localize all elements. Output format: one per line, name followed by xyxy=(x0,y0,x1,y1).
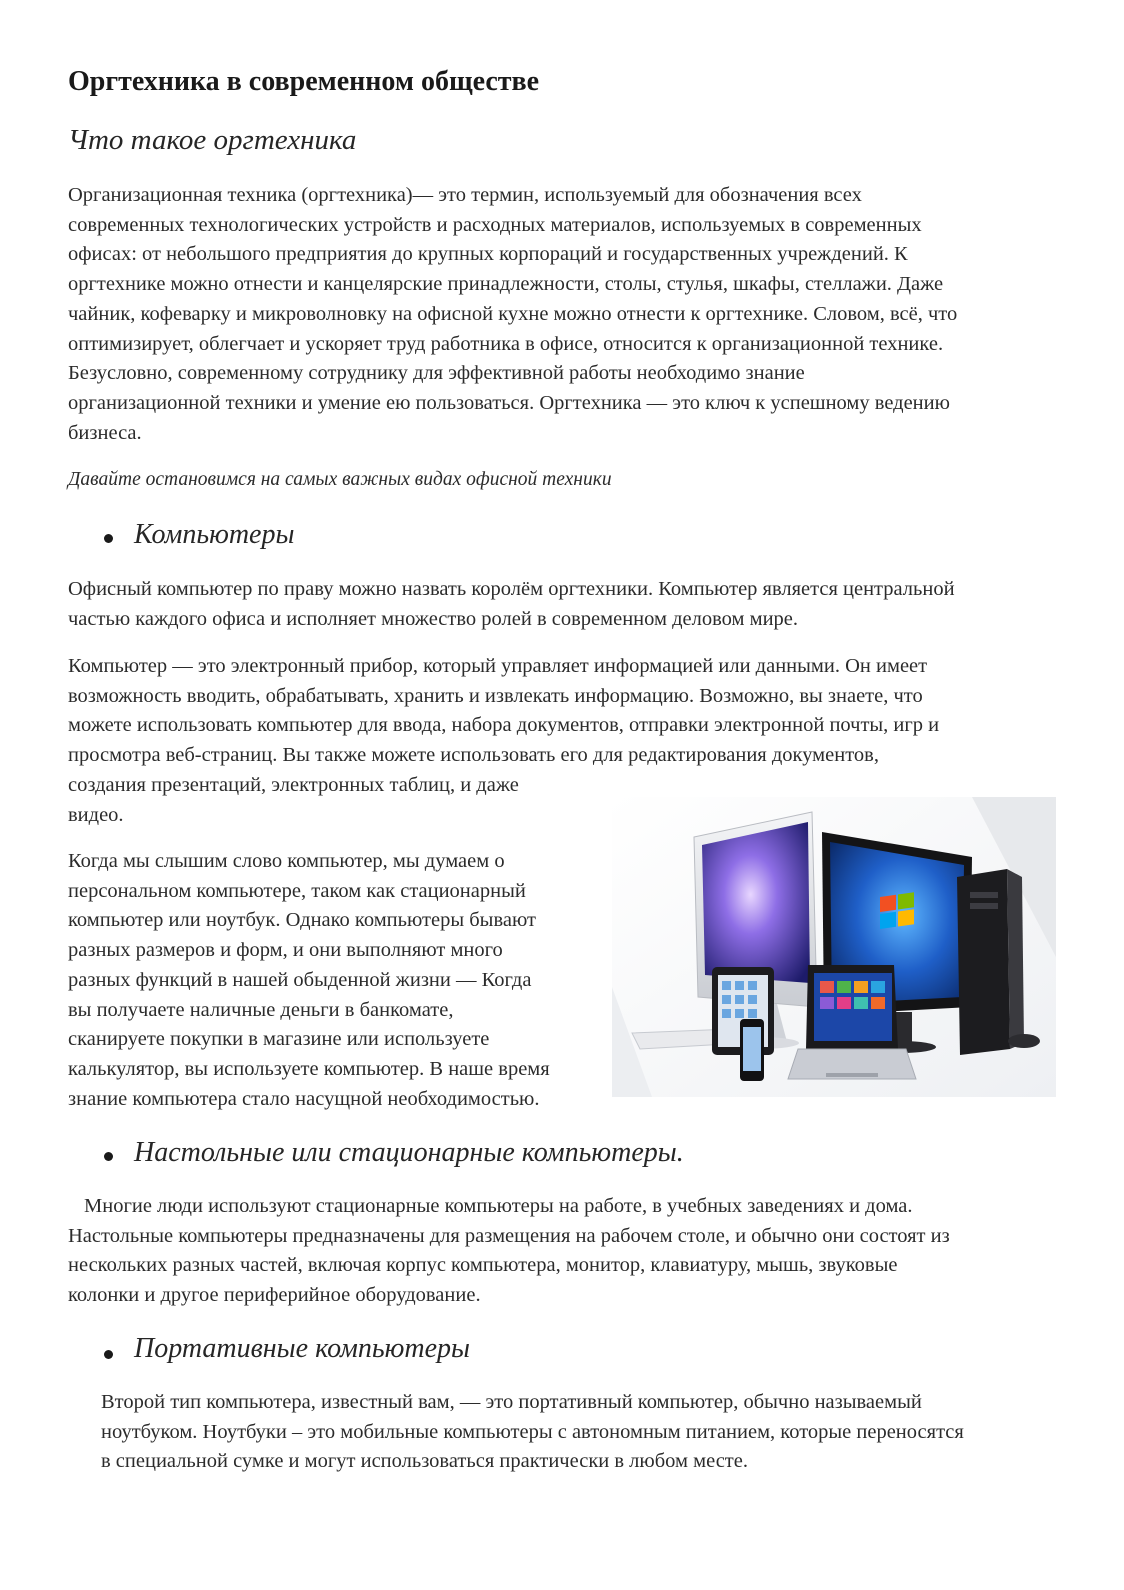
text-line: Компьютер — это электронный прибор, который управляет информацией или данными. Он имеет xyxy=(68,655,928,677)
text-line: Многие люди используют стационарные компьютеры на работе, в учебных заведениях и дома. xyxy=(84,1195,913,1217)
text-line: оптимизирует, облегчает и ускоряет труд работника в офисе, относится к организационной технике. xyxy=(68,332,944,355)
text-line: организационной техники и умение ею пользоваться. Оргтехника — это ключ к успешному ведению xyxy=(68,391,950,414)
intro-paragraph xyxy=(68,181,957,448)
text-line: создания презентаций, электронных таблиц, и даже xyxy=(68,773,519,796)
text-line: Офисный компьютер по праву можно назвать королём оргтехники. Компьютер является центральной xyxy=(68,578,955,600)
text-line: возможность вводить, обрабатывать, хранить и извлекать информацию. Возможно, вы знаете, что xyxy=(68,684,923,707)
bullet-heading-computers: Компьютеры xyxy=(134,519,295,550)
text-line: разных размеров и форм, и они выполняют много xyxy=(68,939,503,962)
text-line: оргтехнике можно отнести и канцелярские принадлежности, столы, стулья, шкафы, стеллажи. Даже xyxy=(68,273,944,296)
computers-collage-icon xyxy=(612,797,1056,1097)
text-line: знание компьютера стало насущной необходимостью. xyxy=(68,1087,540,1110)
text-line: просмотра веб-страниц. Вы также можете использовать его для редактирования документов, xyxy=(68,744,879,767)
text-line: сканируете покупки в магазине или используете xyxy=(68,1028,490,1051)
text-line: чайник, кофеварку и микроволновку на офисной кухне можно отнести к оргтехнике. Словом, всё, что xyxy=(68,302,958,325)
text-line: Безусловно, современному сотруднику для эффективной работы необходимо знание xyxy=(68,362,805,385)
bullet-dot xyxy=(104,1152,113,1161)
text-line: нескольких разных частей, включая корпус компьютера, монитор, клавиатуру, мышь, звуковые xyxy=(68,1254,898,1277)
text-line: персональном компьютере, таком как стационарный xyxy=(68,879,526,902)
computers-paragraph-3 xyxy=(68,847,550,1114)
text-line: видео. xyxy=(68,803,124,826)
text-line: частью каждого офиса и исполняет множество ролей в современном деловом мире. xyxy=(68,607,799,630)
bullet-heading-portable: Портативные компьютеры xyxy=(134,1333,470,1364)
text-line: Организационная техника (оргтехника)— это термин, используемый для обозначения всех xyxy=(68,184,862,206)
text-line: разных функций в нашей обыденной жизни — Когда xyxy=(68,968,532,991)
italic-lead: Давайте остановимся на самых важных видах офисной техники xyxy=(68,469,612,490)
page-title: Оргтехника в современном обществе xyxy=(68,66,540,97)
desktop-paragraph xyxy=(68,1192,950,1311)
text-line: калькулятор, вы используете компьютер. В наше время xyxy=(68,1057,550,1080)
text-line: компьютер или ноутбук. Однако компьютеры бывают xyxy=(68,909,536,932)
portable-paragraph xyxy=(101,1388,964,1477)
text-line: офисах: от небольшого предприятия до крупных корпораций и государственных учреждений. К xyxy=(68,243,908,266)
bullet-dot xyxy=(104,1350,113,1359)
text-line: в специальной сумке и могут использоваться практически в любом месте. xyxy=(101,1450,748,1473)
computers-paragraph-1 xyxy=(68,575,955,634)
text-line: бизнеса. xyxy=(68,421,142,444)
text-line: колонки и другое периферийное оборудование. xyxy=(68,1284,481,1307)
bullet-dot xyxy=(104,534,113,543)
section-subtitle: Что такое оргтехника xyxy=(68,124,357,156)
text-line: Когда мы слышим слово компьютер, мы думаем о xyxy=(68,850,505,872)
text-line: ноутбуком. Ноутбуки – это мобильные компьютеры с автономным питанием, которые переносятся xyxy=(101,1420,964,1443)
text-line: вы получаете наличные деньги в банкомате, xyxy=(68,998,454,1021)
text-line: Настольные компьютеры предназначены для размещения на рабочем столе, и обычно они состоят из xyxy=(68,1224,950,1247)
text-line: можете использовать компьютер для ввода, набора документов, отправки электронной почты, игр и xyxy=(68,714,940,737)
text-line: Второй тип компьютера, известный вам, — это портативный компьютер, обычно называемый xyxy=(101,1391,922,1413)
bullet-heading-desktop: Настольные или стационарные компьютеры. xyxy=(134,1137,684,1168)
text-line: современных технологических устройств и расходных материалов, используемых в современных xyxy=(68,213,922,236)
